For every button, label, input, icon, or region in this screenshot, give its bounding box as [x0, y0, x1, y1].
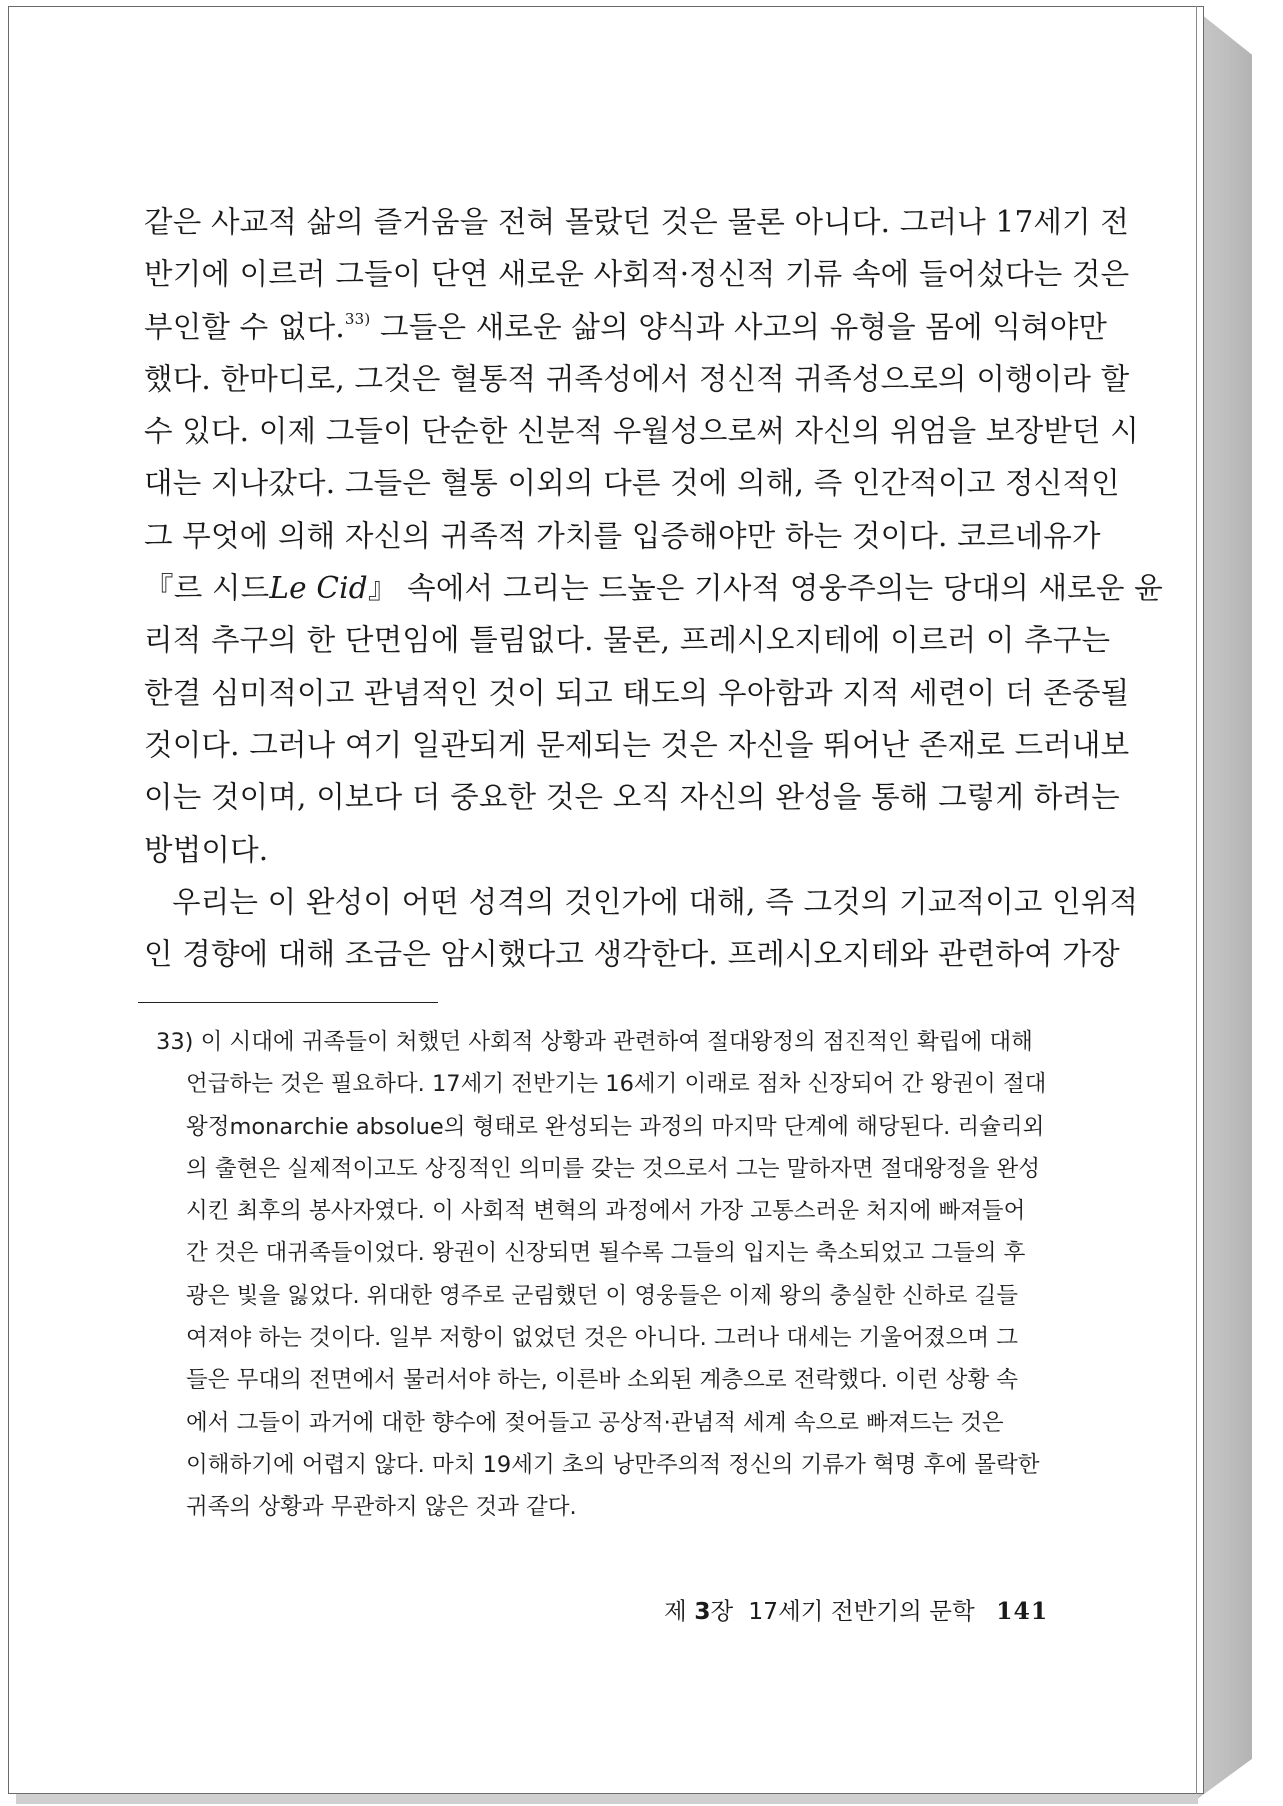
footnote-divider: [138, 1002, 438, 1003]
page-footer: [664, 1592, 1048, 1626]
footnote-line: 의 출현은 실제적이고도 상징적인 의미를 갖는 것으로서 그는 말하자면 절대왕정을 완성: [186, 1155, 1040, 1182]
body-line: 인 경향에 대해 조금은 암시했다고 생각한다. 프레시오지테와 관련하여 가장: [144, 937, 1120, 972]
body-line: 방법이다.: [144, 832, 269, 867]
chapter-title: 17세기 전반기의 문학: [748, 1597, 975, 1625]
body-line: 리적 추구의 한 단면임에 틀림없다. 물론, 프레시오지테에 이르러 이 추구는: [144, 623, 1111, 658]
footnote-number: 33): [156, 1029, 194, 1055]
footnote-line: 들은 무대의 전면에서 물러서야 하는, 이른바 소외된 계층으로 전락했다. 이런 상황 속: [186, 1367, 1018, 1394]
body-line: 수 있다. 이제 그들이 단순한 신분적 우월성으로써 자신의 위엄을 보장받던 시: [144, 414, 1139, 449]
title-italic: Le Cid: [269, 571, 368, 606]
body-line: [144, 301, 1108, 353]
body-fragment: 부인할 수 없다.: [144, 309, 345, 344]
body-line: 했다. 한마디로, 그것은 혈통적 귀족성에서 정신적 귀족성으로의 이행이라 할: [144, 361, 1130, 396]
footnote-line: 광은 빛을 잃었다. 위대한 영주로 군림했던 이 영웅들은 이제 왕의 충실한 신하로 길들: [186, 1282, 1018, 1309]
body-line: 한결 심미적이고 관념적인 것이 되고 태도의 우아함과 지적 세련이 더 존중될: [144, 675, 1130, 710]
footnote-fragment: 이 시대에 귀족들이 처했던 사회적 상황과 관련하여 절대왕정의 점진적인 확립에 대해: [200, 1029, 1033, 1055]
page-edge-right: [1196, 10, 1252, 1800]
footnote-line: 에서 그들이 과거에 대한 향수에 젖어들고 공상적·관념적 세계 속으로 빠져드는 것은: [186, 1409, 1004, 1436]
body-fragment: 그들은 새로운 삶의 양식과 사고의 유형을 몸에 익혀야만: [380, 309, 1108, 344]
chapter-prefix: 제: [664, 1597, 687, 1625]
page-edge-line: [1196, 6, 1197, 1794]
body-line: 이는 것이며, 이보다 더 중요한 것은 오직 자신의 완성을 통해 그렇게 하려는: [144, 780, 1120, 815]
body-line: 대는 지나갔다. 그들은 혈통 이외의 다른 것에 의해, 즉 인간적이고 정신적인: [144, 466, 1120, 501]
body-line: 그 무엇에 의해 자신의 귀족적 가치를 입증해야만 하는 것이다. 코르네유가: [144, 518, 1101, 553]
page-edge-bottom: [16, 1794, 1198, 1804]
footnote-line: 이해하기에 어렵지 않다. 마치 19세기 초의 낭만주의적 정신의 기류가 혁명 후에 몰락한: [186, 1451, 1040, 1478]
body-fragment: 『르 시드: [144, 571, 270, 606]
footnote: [156, 1021, 1047, 1529]
page-number: 141: [996, 1597, 1049, 1625]
body-line: 같은 사교적 삶의 즐거움을 전혀 몰랐던 것은 물론 아니다. 그러나 17세기 전: [144, 205, 1130, 239]
footnote-line: 시킨 최후의 봉사자였다. 이 사회적 변혁의 과정에서 가장 고통스러운 처지에 빠져들어: [186, 1198, 1026, 1225]
footnote-line: 왕정monarchie absolue의 형태로 완성되는 과정의 마지막 단계에 해당된다. 리슐리외: [186, 1113, 1045, 1140]
chapter-suffix: 장: [710, 1597, 734, 1625]
chapter-number: 3: [694, 1597, 711, 1625]
footnote-line: 언급하는 것은 필요하다. 17세기 전반기는 16세기 이래로 점차 신장되어 간 왕권이 절대: [186, 1071, 1047, 1098]
body-text: [144, 196, 1163, 980]
footnote-ref[interactable]: 33): [344, 309, 371, 328]
footnote-line: 여져야 하는 것이다. 일부 저항이 없었던 것은 아니다. 그러나 대세는 기울어졌으며 그: [186, 1325, 1018, 1352]
body-line: 반기에 이르러 그들이 단연 새로운 사회적·정신적 기류 속에 들어섰다는 것은: [144, 257, 1130, 292]
body-line: [144, 562, 1163, 614]
footnote-line: 귀족의 상황과 무관하지 않은 것과 같다.: [186, 1494, 577, 1521]
footnote-line: [156, 1021, 1040, 1063]
body-line: 우리는 이 완성이 어떤 성격의 것인가에 대해, 즉 그것의 기교적이고 인위적: [172, 884, 1139, 919]
body-fragment: 』 속에서 그리는 드높은 기사적 영웅주의는 당대의 새로운 윤: [367, 571, 1163, 606]
footnote-line: 간 것은 대귀족들이었다. 왕권이 신장되면 될수록 그들의 입지는 축소되었고 그들의 후: [186, 1240, 1026, 1267]
body-line: 것이다. 그러나 여기 일관되게 문제되는 것은 자신을 뛰어난 존재로 드러내보: [144, 727, 1130, 762]
